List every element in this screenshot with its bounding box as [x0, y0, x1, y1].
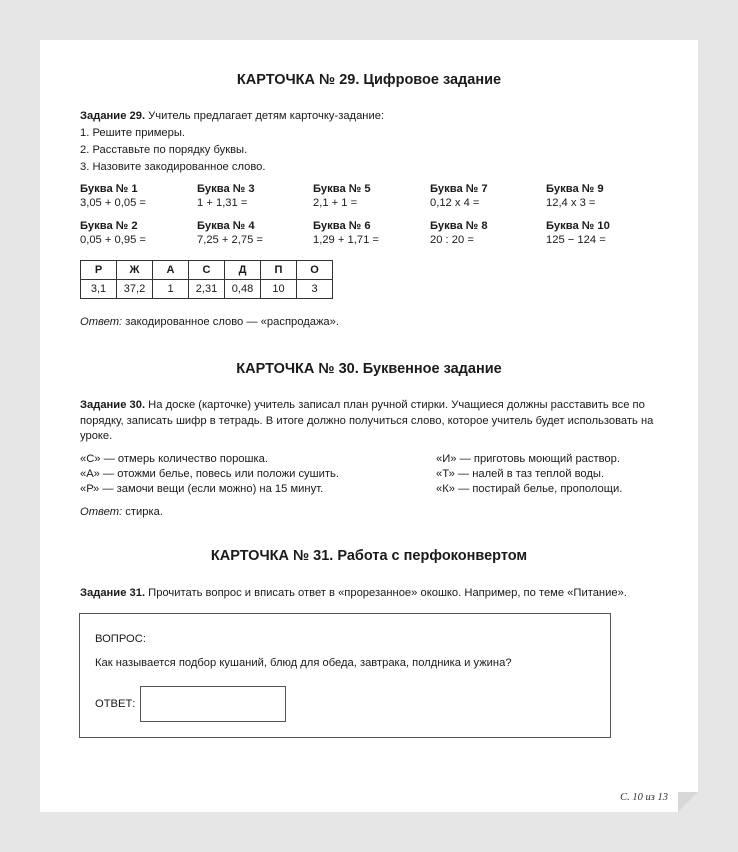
- wash-step: «К» — постирай белье, прополощи.: [436, 483, 623, 495]
- card29-step: 2. Расставьте по порядку буквы.: [80, 144, 248, 156]
- code-value: 10: [261, 280, 297, 299]
- letter-expression: 7,25 + 2,75 =: [197, 234, 263, 246]
- letter-label: Буква № 2: [80, 220, 138, 232]
- letter-expression: 3,05 + 0,05 =: [80, 197, 146, 209]
- task-text: Прочитать вопрос и вписать ответ в «прорезанное» окошко. Например, по теме «Питание».: [145, 587, 627, 599]
- card29-step: 1. Решите примеры.: [80, 127, 185, 139]
- code-letter: А: [153, 261, 189, 280]
- code-table-header-row: [81, 261, 333, 280]
- code-letter: О: [297, 261, 333, 280]
- card29-step: 3. Назовите закодированное слово.: [80, 161, 266, 173]
- page-number: С. 10 из 13: [620, 792, 668, 803]
- code-value: 0,48: [225, 280, 261, 299]
- code-table-value-row: [81, 280, 333, 299]
- letter-label: Буква № 3: [197, 183, 255, 195]
- letter-expression: 0,05 + 0,95 =: [80, 234, 146, 246]
- task-text: На доске (карточке) учитель записал план ручной стирки. Учащиеся должны расставить все по порядку, записать шифр в тетрадь. В итоге должно получиться слово, которое учитель будет использовать на уроке.: [80, 399, 654, 442]
- page-corner-fold: [678, 792, 698, 812]
- answer-text: закодированное слово — «распродажа».: [122, 316, 339, 328]
- card30-answer: [80, 505, 163, 519]
- card29-title: КАРТОЧКА № 29. Цифровое задание: [236, 72, 502, 88]
- letter-expression: 2,1 + 1 =: [313, 197, 358, 209]
- answer-label: Ответ:: [80, 316, 123, 328]
- letter-expression: 12,4 х 3 =: [546, 197, 596, 209]
- code-letter: Р: [81, 261, 117, 280]
- wash-step: «А» — отожми белье, повесь или положи сушить.: [80, 468, 339, 480]
- wash-step: «С» — отмерь количество порошка.: [80, 453, 268, 465]
- code-value: 1: [153, 280, 189, 299]
- answer-window-field[interactable]: [140, 686, 286, 722]
- card31-title: КАРТОЧКА № 31. Работа с перфоконвертом: [210, 548, 528, 564]
- code-value: 2,31: [189, 280, 225, 299]
- code-value: 37,2: [117, 280, 153, 299]
- wash-step: «И» — приготовь моющий раствор.: [436, 453, 620, 465]
- question-label: ВОПРОС:: [95, 633, 146, 645]
- task-label: Задание 31.: [80, 587, 146, 599]
- letter-expression: 1 + 1,31 =: [197, 197, 248, 209]
- code-value: 3,1: [81, 280, 117, 299]
- letter-label: Буква № 5: [313, 183, 371, 195]
- task-label: Задание 30.: [80, 399, 146, 411]
- answer-text: стирка.: [122, 506, 163, 518]
- letter-label: Буква № 8: [430, 220, 488, 232]
- letter-label: Буква № 10: [546, 220, 610, 232]
- letter-expression: 0,12 х 4 =: [430, 197, 480, 209]
- task-text: Учитель предлагает детям карточку-задание:: [145, 110, 385, 122]
- letter-expression: 1,29 + 1,71 =: [313, 234, 379, 246]
- code-value: 3: [297, 280, 333, 299]
- card30-title: КАРТОЧКА № 30. Буквенное задание: [236, 361, 502, 377]
- code-letter: Д: [225, 261, 261, 280]
- card31-task: [80, 586, 627, 600]
- letter-expression: 20 : 20 =: [430, 234, 474, 246]
- answer-label: ОТВЕТ:: [95, 698, 136, 710]
- letter-label: Буква № 7: [430, 183, 488, 195]
- card29-answer: [80, 315, 339, 329]
- answer-label: Ответ:: [80, 506, 123, 518]
- task-label: Задание 29.: [80, 110, 146, 122]
- letter-label: Буква № 4: [197, 220, 255, 232]
- card29-task: [80, 109, 384, 123]
- letter-expression: 125 − 124 =: [546, 234, 606, 246]
- code-letter: С: [189, 261, 225, 280]
- letter-label: Буква № 9: [546, 183, 604, 195]
- question-text: Как называется подбор кушаний, блюд для обеда, завтрака, полдника и ужина?: [95, 657, 512, 669]
- letter-label: Буква № 1: [80, 183, 138, 195]
- wash-step: «Т» — налей в таз теплой воды.: [436, 468, 605, 480]
- card30-task: [80, 398, 660, 445]
- document-page: [40, 40, 698, 812]
- code-letter: П: [261, 261, 297, 280]
- code-table: [80, 260, 333, 299]
- perfo-envelope-card: [79, 613, 611, 738]
- letter-label: Буква № 6: [313, 220, 371, 232]
- wash-step: «Р» — замочи вещи (если можно) на 15 минут.: [80, 483, 324, 495]
- code-letter: Ж: [117, 261, 153, 280]
